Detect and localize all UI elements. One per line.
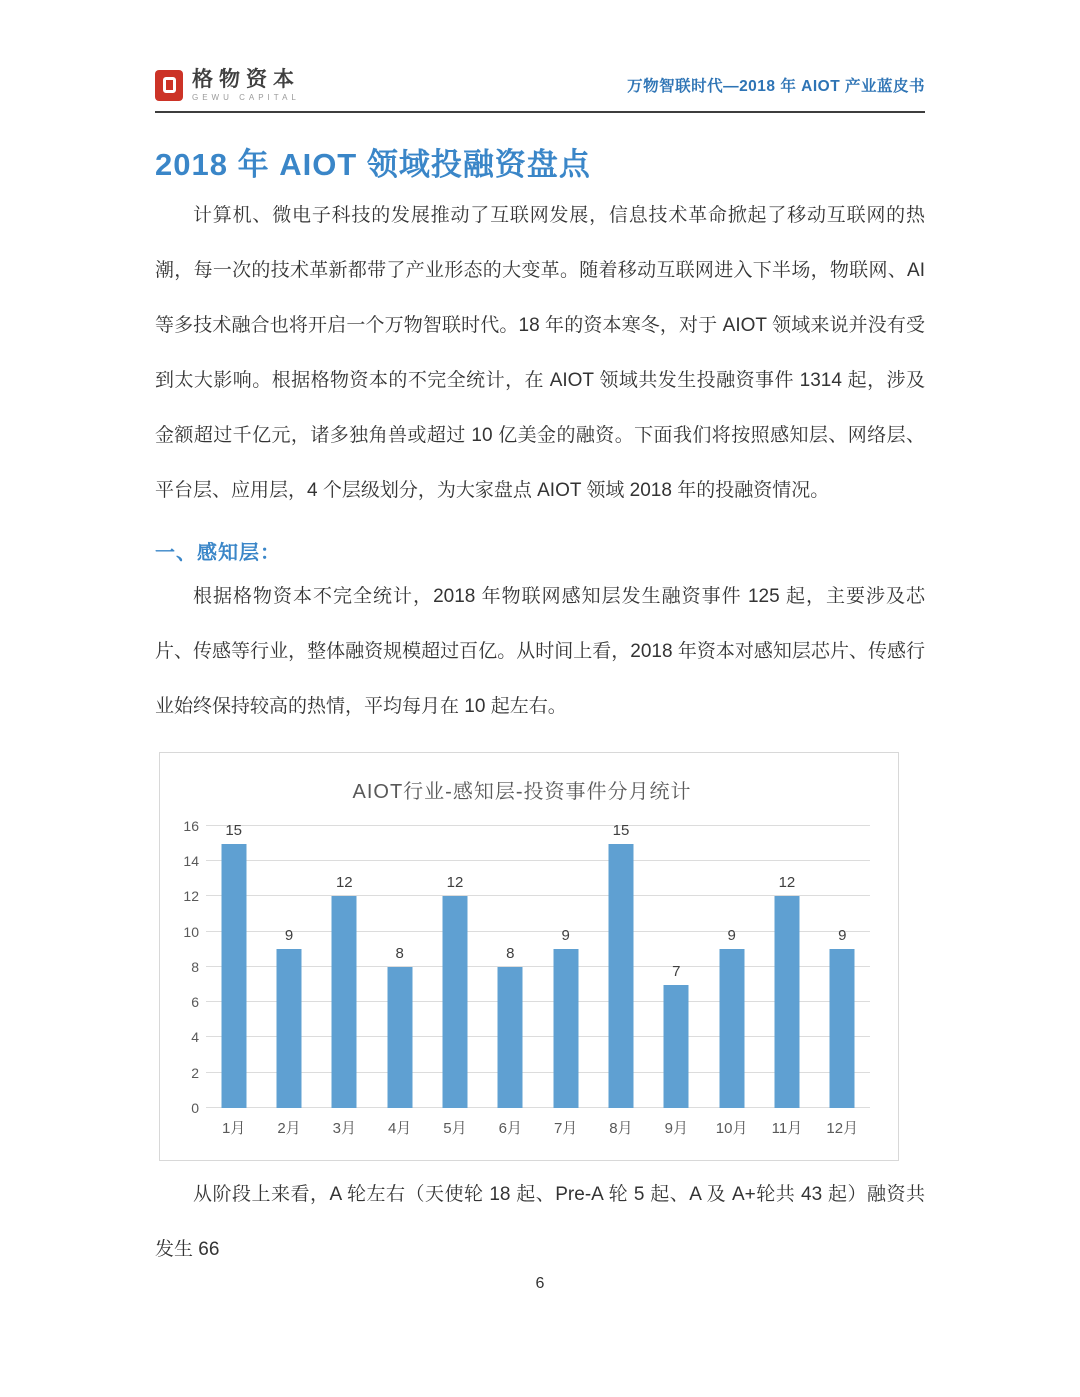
y-tick-label: 14 <box>183 853 199 870</box>
bar-column <box>317 826 372 1108</box>
y-tick-label: 6 <box>191 994 199 1011</box>
x-tick-label: 5月 <box>443 1119 467 1137</box>
bar-column <box>427 826 482 1108</box>
page-number: 6 <box>535 1275 545 1292</box>
bars-row <box>206 821 870 1108</box>
bar-chart <box>159 752 899 1161</box>
chart-title: AIOT行业-感知层-投资事件分月统计 <box>352 780 692 803</box>
bar-value-label: 9 <box>284 927 294 945</box>
bar <box>498 967 523 1108</box>
x-tick-label: 6月 <box>498 1119 522 1137</box>
x-tick-label: 9月 <box>664 1119 688 1137</box>
bar-column <box>815 826 870 1108</box>
bar-column <box>759 826 814 1108</box>
bar-value-label: 7 <box>672 962 681 980</box>
section-heading-perception-layer: 一、感知层： <box>155 541 281 564</box>
bar <box>608 844 633 1108</box>
bar <box>774 896 799 1108</box>
bar <box>221 844 246 1108</box>
bar-value-label: 9 <box>838 927 847 945</box>
x-tick-label: 10月 <box>715 1119 748 1137</box>
chart-body <box>174 817 870 1138</box>
x-tick-label: 1月 <box>221 1119 246 1137</box>
chart-plot <box>206 821 870 1108</box>
chart-y-axis <box>174 817 206 1116</box>
bar <box>553 949 578 1108</box>
chart-plot-area <box>206 821 870 1138</box>
bar-value-label: 12 <box>778 874 796 892</box>
bar-column <box>593 821 648 1108</box>
stage-paragraph: 从阶段上来看，A 轮左右（天使轮 18 起、Pre-A 轮 5 起、A 及 A+轮共 43 起）融资共发生 66 <box>155 1183 925 1260</box>
x-tick-label: 7月 <box>553 1119 578 1137</box>
x-tick-label: 12月 <box>826 1119 859 1137</box>
bar <box>332 896 357 1108</box>
y-tick-label: 4 <box>191 1029 199 1046</box>
bar-column <box>649 826 704 1108</box>
bar <box>830 949 855 1108</box>
bar <box>276 949 301 1108</box>
x-tick-label: 8月 <box>609 1119 633 1137</box>
y-tick-label: 12 <box>183 888 199 905</box>
intro-paragraph: 计算机、微电子科技的发展推动了互联网发展，信息技术革命掀起了移动互联网的热潮，每一次的技术革新都带了产业形态的大变革。随着移动互联网进入下半场，物联网、AI 等多技术融合也将开启一个万物智联时代。18 年的资本寒冬，对于 AIOT 领域来说并没有受到太大影响。根据格物资本的不完全统计，在 AIOT 领域共发生投融资事件 1314 起，涉及金额超过千亿元，诸多独角兽或超过 10 亿美金的融资。下面我们将按照感知层、网络层、平台层、应用层，4 个层级划分，为大家盘点 AIOT 领域 2018 年的投融资情况。 <box>155 204 925 501</box>
x-tick-label: 11月 <box>771 1119 803 1137</box>
bar-column <box>261 826 316 1108</box>
bar <box>442 896 467 1108</box>
perception-layer-paragraph: 根据格物资本不完全统计，2018 年物联网感知层发生融资事件 125 起，主要涉及芯片、传感等行业，整体融资规模超过百亿。从时间上看，2018 年资本对感知层芯片、传感行业始终保持较高的热情，平均每月在 10 起左右。 <box>155 585 925 717</box>
y-tick-label: 10 <box>183 923 199 940</box>
x-tick-label: 4月 <box>387 1119 412 1137</box>
bar-value-label: 8 <box>506 944 515 962</box>
bar-value-label: 8 <box>395 944 404 962</box>
document-title: 万物智联时代—2018 年 AIOT 产业蓝皮书 <box>627 78 925 96</box>
logo-text: 格物资本 <box>192 67 300 91</box>
bar-column <box>704 826 759 1108</box>
chart-x-axis <box>206 1117 870 1138</box>
bar <box>719 949 744 1108</box>
page-footer <box>0 1275 1080 1293</box>
bar-value-label: 12 <box>335 874 353 892</box>
page-title: 2018 年 AIOT 领域投融资盘点 <box>155 146 591 182</box>
logo-seal-icon <box>155 70 183 101</box>
header-divider <box>155 111 925 113</box>
x-tick-label: 2月 <box>277 1119 301 1137</box>
bar-value-label: 15 <box>612 821 630 839</box>
bar-value-label: 12 <box>446 874 464 892</box>
bar <box>664 985 689 1108</box>
logo-subtext: GEWU CAPITAL <box>192 93 300 103</box>
bar-value-label: 9 <box>727 927 736 945</box>
logo <box>155 68 300 103</box>
bar-value-label: 15 <box>225 821 242 839</box>
bar <box>387 967 412 1108</box>
y-tick-label: 8 <box>191 958 199 975</box>
bar-column <box>483 826 538 1108</box>
bar-column <box>206 821 261 1108</box>
x-tick-label: 3月 <box>332 1119 356 1137</box>
logo-text-block <box>192 68 300 103</box>
bar-column <box>372 826 427 1108</box>
y-tick-label: 16 <box>183 817 199 834</box>
y-tick-label: 0 <box>191 1099 199 1116</box>
bar-value-label: 9 <box>561 927 570 945</box>
y-tick-label: 2 <box>191 1064 199 1081</box>
header <box>155 68 925 111</box>
bar-column <box>538 826 593 1108</box>
